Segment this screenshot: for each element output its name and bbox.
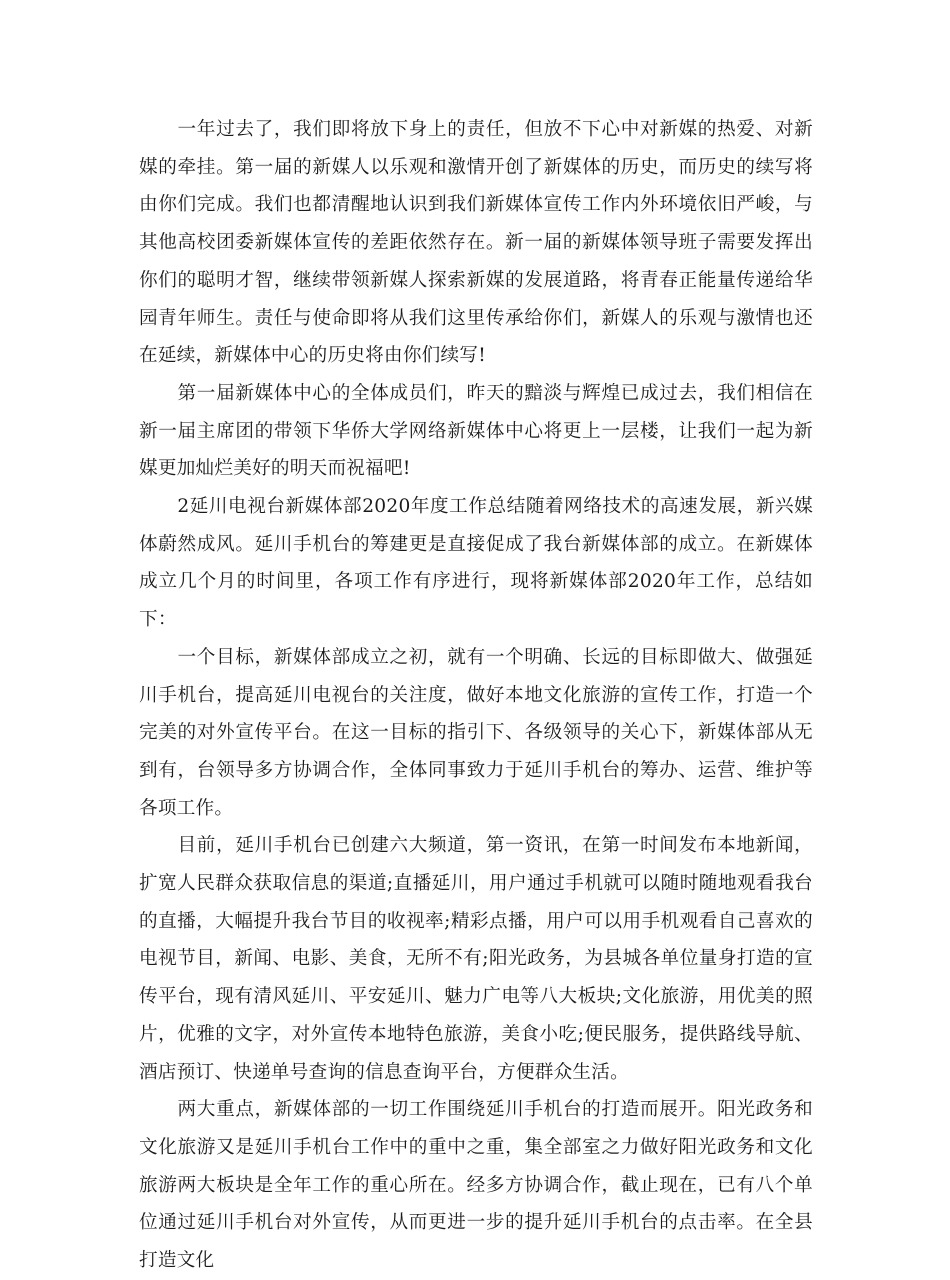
- paragraph-blessing: 第一届新媒体中心的全体成员们，昨天的黯淡与辉煌已成过去，我们相信在新一届主席团的带领下华侨大学网络新媒体中心将更上一层楼，让我们一起为新媒更加灿烂美好的明天而祝福吧!: [139, 382, 813, 480]
- paragraph-six-channels: 目前，延川手机台已创建六大频道，第一资讯，在第一时间发布本地新闻，扩宽人民群众获取信息的渠道;直播延川，用户通过手机就可以随时随地观看我台的直播，大幅提升我台节目的收视率;精彩点播，用户可以用手机观看自己喜欢的电视节目，新闻、电影、美食，无所不有;阳光政务，为县城各单位量身打造的宣传平台，现有清风延川、平安延川、魅力广电等八大板块;文化旅游，用优美的照片，优雅的文字，对外宣传本地特色旅游，美食小吃;便民服务，提供路线导航、酒店预订、快递单号查询的信息查询平台，方便群众生活。: [139, 835, 813, 1083]
- paragraph-one-goal: 一个目标，新媒体部成立之初，就有一个明确、长远的目标即做大、做强延川手机台，提高延川电视台的关注度，做好本地文化旅游的宣传工作，打造一个完美的对外宣传平台。在这一目标的指引下、各级领导的关心下，新媒体部从无到有，台领导多方协调合作，全体同事致力于延川手机台的筹办、运营、维护等各项工作。: [139, 646, 813, 819]
- paragraph-yanchuan-summary-intro: 2延川电视台新媒体部2020年度工作总结随着网络技术的高速发展，新兴媒体蔚然成风。延川手机台的筹建更是直接促成了我台新媒体部的成立。在新媒体成立几个月的时间里，各项工作有序进行，现将新媒体部2020年工作，总结如下：: [139, 496, 813, 631]
- paragraph-two-focuses: 两大重点，新媒体部的一切工作围绕延川手机台的打造而展开。阳光政务和文化旅游又是延川手机台工作中的重中之重，集全部室之力做好阳光政务和文化旅游两大板块是全年工作的重心所在。经多方协调合作，截止现在，已有八个单位通过延川手机台对外宣传，从而更进一步的提升延川手机台的点击率。在全县打造文化: [139, 1099, 813, 1272]
- paragraph-handover-message: 一年过去了，我们即将放下身上的责任，但放不下心中对新媒的热爱、对新媒的牵挂。第一届的新媒人以乐观和激情开创了新媒体的历史，而历史的续写将由你们完成。我们也都清醒地认识到我们新媒体宣传工作内外环境依旧严峻，与其他高校团委新媒体宣传的差距依然存在。新一届的新媒体领导班子需要发挥出你们的聪明才智，继续带领新媒人探索新媒的发展道路，将青春正能量传递给华园青年师生。责任与使命即将从我们这里传承给你们，新媒人的乐观与激情也还在延续，新媒体中心的历史将由你们续写!: [139, 119, 813, 367]
- document-page: [139, 111, 813, 1280]
